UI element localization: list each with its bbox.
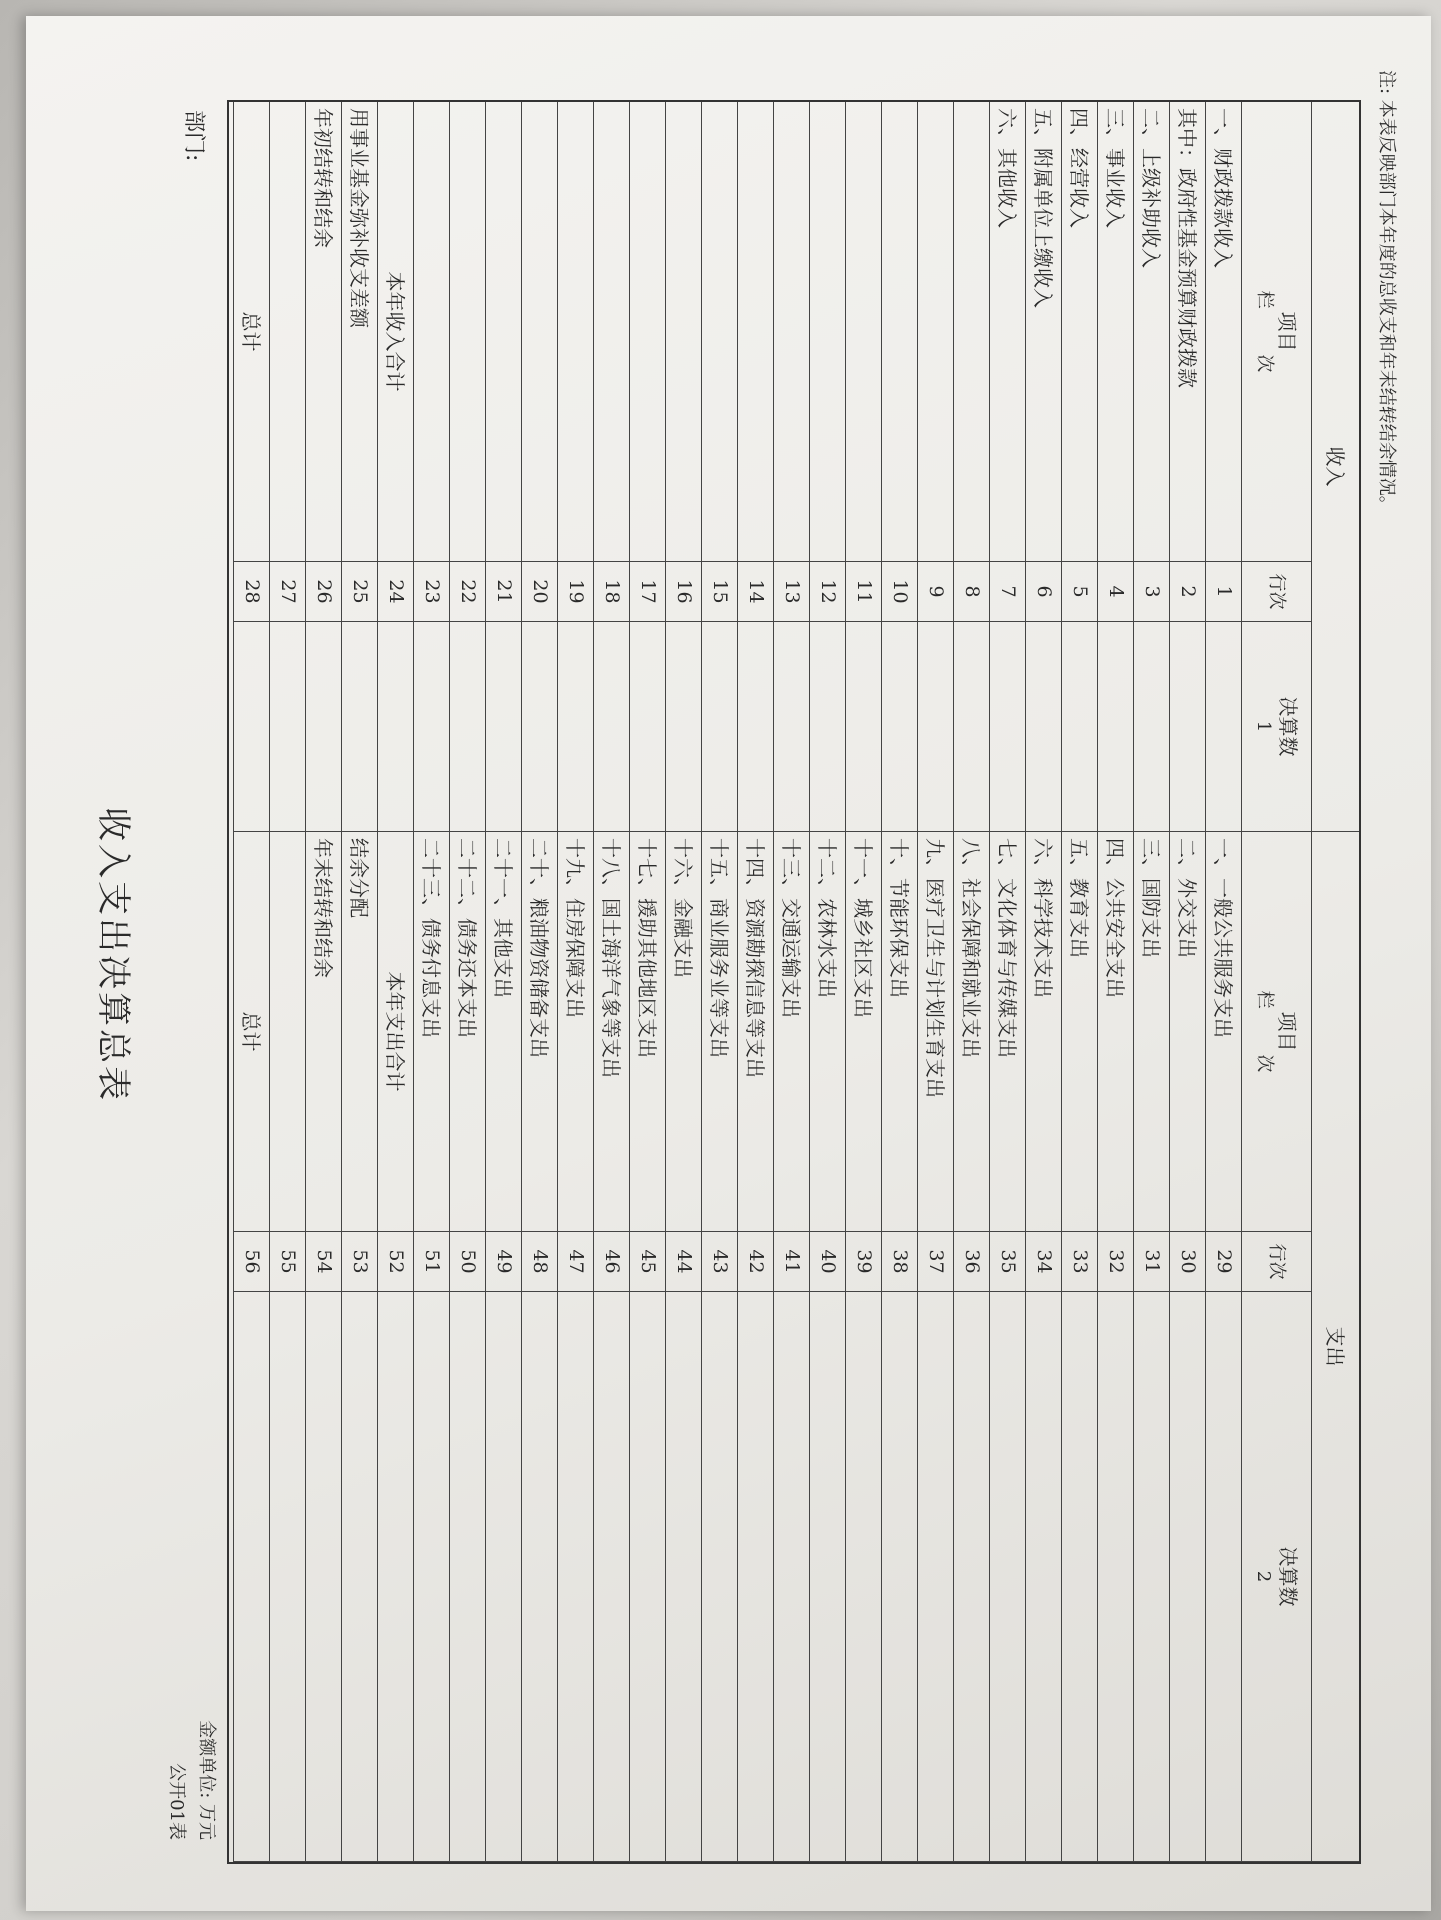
income-item: 年初结转和结余	[305, 102, 341, 562]
unit-label: 金额单位: 万元	[196, 1720, 217, 1840]
expense-row-number: 45	[629, 1232, 665, 1292]
expense-amount-cell	[809, 1292, 845, 1862]
form-number: 公开01表	[166, 1763, 187, 1840]
expense-item: 本年支出合计	[377, 832, 413, 1232]
expense-amount-cell	[1097, 1292, 1133, 1862]
income-row-number: 5	[1061, 562, 1097, 622]
income-row-number: 7	[989, 562, 1025, 622]
income-row-number: 15	[701, 562, 737, 622]
income-row-number: 20	[521, 562, 557, 622]
expense-item: 年末结转和结余	[305, 832, 341, 1232]
income-amount-header: 决算数 1	[1241, 622, 1311, 832]
expense-row-number: 55	[269, 1232, 305, 1292]
income-row-number: 8	[953, 562, 989, 622]
income-expense-table	[227, 100, 1361, 1864]
expense-amount-cell	[305, 1292, 341, 1862]
income-row-number: 23	[413, 562, 449, 622]
income-item	[917, 102, 953, 562]
income-rowno-header: 行次	[1241, 562, 1311, 622]
expense-row-number: 35	[989, 1232, 1025, 1292]
income-item	[269, 102, 305, 562]
expense-amount-cell	[665, 1292, 701, 1862]
expense-row-number: 54	[305, 1232, 341, 1292]
expense-item: 十、节能环保支出	[881, 832, 917, 1232]
expense-row-number: 47	[557, 1232, 593, 1292]
expense-item: 十九、住房保障支出	[557, 832, 593, 1232]
document-title: 收入支出决算总表	[93, 807, 133, 1103]
income-project-header	[1241, 102, 1311, 562]
income-row-number: 3	[1133, 562, 1169, 622]
rotated-page	[61, 30, 1441, 1880]
expense-row-number: 51	[413, 1232, 449, 1292]
expense-row-number: 42	[737, 1232, 773, 1292]
expense-item: 十五、商业服务业等支出	[701, 832, 737, 1232]
expense-amount-cell	[1169, 1292, 1205, 1862]
expense-item: 十四、资源勘探信息等支出	[737, 832, 773, 1232]
income-amount-cell	[593, 622, 629, 832]
expense-item	[269, 832, 305, 1232]
income-item	[629, 102, 665, 562]
income-amount-cell	[1025, 622, 1061, 832]
income-amount-cell	[737, 622, 773, 832]
expense-row-number: 33	[1061, 1232, 1097, 1292]
expense-row-number: 50	[449, 1232, 485, 1292]
expense-item: 八、社会保障和就业支出	[953, 832, 989, 1232]
income-item: 六、其他收入	[989, 102, 1025, 562]
project-label: 项目	[1275, 311, 1300, 352]
expense-amount-cell	[953, 1292, 989, 1862]
income-item	[773, 102, 809, 562]
income-item: 本年收入合计	[377, 102, 413, 562]
income-item: 一、财政拨款收入	[1205, 102, 1241, 562]
income-amount-cell	[1097, 622, 1133, 832]
income-amount-cell	[485, 622, 521, 832]
expense-item: 十六、金融支出	[665, 832, 701, 1232]
income-item: 五、附属单位上缴收入	[1025, 102, 1061, 562]
income-amount-cell	[341, 622, 377, 832]
expense-item: 二、外交支出	[1169, 832, 1205, 1232]
income-item: 二、上级补助收入	[1133, 102, 1169, 562]
expense-item: 九、医疗卫生与计划生育支出	[917, 832, 953, 1232]
income-item	[809, 102, 845, 562]
expense-item: 二十一、其他支出	[485, 832, 521, 1232]
expense-amount-cell	[917, 1292, 953, 1862]
expense-amount-cell	[1025, 1292, 1061, 1862]
expense-row-number: 39	[845, 1232, 881, 1292]
income-item	[485, 102, 521, 562]
expense-item: 二十三、债务付息支出	[413, 832, 449, 1232]
income-row-number: 26	[305, 562, 341, 622]
expense-item: 三、国防支出	[1133, 832, 1169, 1232]
expense-row-number: 37	[917, 1232, 953, 1292]
expense-row-number: 52	[377, 1232, 413, 1292]
expense-row-number: 53	[341, 1232, 377, 1292]
expense-item: 十二、农林水支出	[809, 832, 845, 1232]
expense-amount-cell	[737, 1292, 773, 1862]
project-label: 项目	[1275, 1011, 1300, 1052]
income-row-number: 25	[341, 562, 377, 622]
income-row-number: 21	[485, 562, 521, 622]
income-amount-cell	[953, 622, 989, 832]
income-item	[953, 102, 989, 562]
expense-amount-cell	[413, 1292, 449, 1862]
expense-item: 十一、城乡社区支出	[845, 832, 881, 1232]
expense-amount-cell	[1061, 1292, 1097, 1862]
income-item	[665, 102, 701, 562]
expense-item: 二十、粮油物资储备支出	[521, 832, 557, 1232]
expense-amount-cell	[449, 1292, 485, 1862]
income-amount-cell	[413, 622, 449, 832]
expense-amount-cell	[233, 1292, 269, 1862]
income-amount-cell	[449, 622, 485, 832]
income-item	[557, 102, 593, 562]
expense-amount-cell	[521, 1292, 557, 1862]
expense-amount-cell	[593, 1292, 629, 1862]
income-row-number: 2	[1169, 562, 1205, 622]
income-amount-cell	[917, 622, 953, 832]
income-item	[521, 102, 557, 562]
income-amount-cell	[701, 622, 737, 832]
income-row-number: 18	[593, 562, 629, 622]
expense-item: 七、文化体育与传媒支出	[989, 832, 1025, 1232]
expense-amount-cell	[881, 1292, 917, 1862]
income-amount-cell	[233, 622, 269, 832]
expense-row-number: 31	[1133, 1232, 1169, 1292]
income-item: 其中：政府性基金预算财政拨款	[1169, 102, 1205, 562]
income-amount-cell	[1061, 622, 1097, 832]
income-row-number: 12	[809, 562, 845, 622]
income-amount-cell	[845, 622, 881, 832]
income-amount-cell	[557, 622, 593, 832]
expense-item: 十三、交通运输支出	[773, 832, 809, 1232]
expense-item: 五、教育支出	[1061, 832, 1097, 1232]
expense-row-number: 29	[1205, 1232, 1241, 1292]
expense-row-number: 41	[773, 1232, 809, 1292]
income-amount-cell	[629, 622, 665, 832]
expense-amount-cell	[341, 1292, 377, 1862]
expense-row-number: 40	[809, 1232, 845, 1292]
expense-row-number: 32	[1097, 1232, 1133, 1292]
income-row-number: 9	[917, 562, 953, 622]
expense-amount-cell	[989, 1292, 1025, 1862]
expense-project-header	[1241, 832, 1311, 1232]
income-row-number: 11	[845, 562, 881, 622]
income-amount-cell	[665, 622, 701, 832]
expense-row-number: 34	[1025, 1232, 1061, 1292]
income-row-number: 14	[737, 562, 773, 622]
income-item	[737, 102, 773, 562]
income-row-number: 19	[557, 562, 593, 622]
department-label: 部门:	[181, 110, 206, 162]
expense-item: 十七、援助其他地区支出	[629, 832, 665, 1232]
footnote: 注: 本表反映部门本年度的总收支和年末结转结余情况。	[1376, 70, 1397, 514]
income-row-number: 1	[1205, 562, 1241, 622]
expense-amount-cell	[485, 1292, 521, 1862]
income-row-number: 22	[449, 562, 485, 622]
col-row-label: 栏 次	[1254, 990, 1276, 1073]
expense-rowno-header: 行次	[1241, 1232, 1311, 1292]
income-row-number: 13	[773, 562, 809, 622]
income-amount-cell	[521, 622, 557, 832]
expense-item: 十八、国土海洋气象等支出	[593, 832, 629, 1232]
income-row-number: 27	[269, 562, 305, 622]
income-row-number: 24	[377, 562, 413, 622]
expense-item: 二十二、债务还本支出	[449, 832, 485, 1232]
expense-row-number: 49	[485, 1232, 521, 1292]
income-amount-cell	[773, 622, 809, 832]
expense-amount-header: 决算数 2	[1241, 1292, 1311, 1862]
income-header: 收入	[1311, 102, 1359, 832]
income-amount-cell	[809, 622, 845, 832]
income-amount-cell	[305, 622, 341, 832]
expense-amount-cell	[701, 1292, 737, 1862]
expense-row-number: 48	[521, 1232, 557, 1292]
expense-item: 一、一般公共服务支出	[1205, 832, 1241, 1232]
income-amount-cell	[1205, 622, 1241, 832]
expense-amount-cell	[1133, 1292, 1169, 1862]
income-item: 四、经营收入	[1061, 102, 1097, 562]
expense-amount-cell	[557, 1292, 593, 1862]
expense-row-number: 36	[953, 1232, 989, 1292]
income-item	[413, 102, 449, 562]
expense-row-number: 38	[881, 1232, 917, 1292]
expense-item: 总计	[233, 832, 269, 1232]
income-item: 总计	[233, 102, 269, 562]
income-row-number: 16	[665, 562, 701, 622]
income-amount-cell	[1169, 622, 1205, 832]
income-amount-cell	[1133, 622, 1169, 832]
expense-amount-cell	[845, 1292, 881, 1862]
expense-item: 四、公共安全支出	[1097, 832, 1133, 1232]
income-item	[593, 102, 629, 562]
expense-item: 六、科学技术支出	[1025, 832, 1061, 1232]
expense-row-number: 43	[701, 1232, 737, 1292]
expense-amount-cell	[269, 1292, 305, 1862]
income-amount-cell	[377, 622, 413, 832]
expense-amount-cell	[377, 1292, 413, 1862]
expense-amount-cell	[629, 1292, 665, 1862]
income-amount-cell	[989, 622, 1025, 832]
expense-header: 支出	[1311, 832, 1359, 1862]
income-row-number: 28	[233, 562, 269, 622]
expense-row-number: 44	[665, 1232, 701, 1292]
income-amount-cell	[881, 622, 917, 832]
expense-amount-cell	[1205, 1292, 1241, 1862]
expense-row-number: 56	[233, 1232, 269, 1292]
income-item	[845, 102, 881, 562]
income-amount-cell	[269, 622, 305, 832]
income-row-number: 10	[881, 562, 917, 622]
income-row-number: 17	[629, 562, 665, 622]
income-item	[449, 102, 485, 562]
income-row-number: 4	[1097, 562, 1133, 622]
expense-row-number: 30	[1169, 1232, 1205, 1292]
expense-row-number: 46	[593, 1232, 629, 1292]
col-row-label: 栏 次	[1254, 290, 1276, 373]
income-item: 用事业基金弥补收支差额	[341, 102, 377, 562]
expense-item: 结余分配	[341, 832, 377, 1232]
income-item	[881, 102, 917, 562]
expense-amount-cell	[773, 1292, 809, 1862]
income-row-number: 6	[1025, 562, 1061, 622]
income-item	[701, 102, 737, 562]
income-item: 三、事业收入	[1097, 102, 1133, 562]
